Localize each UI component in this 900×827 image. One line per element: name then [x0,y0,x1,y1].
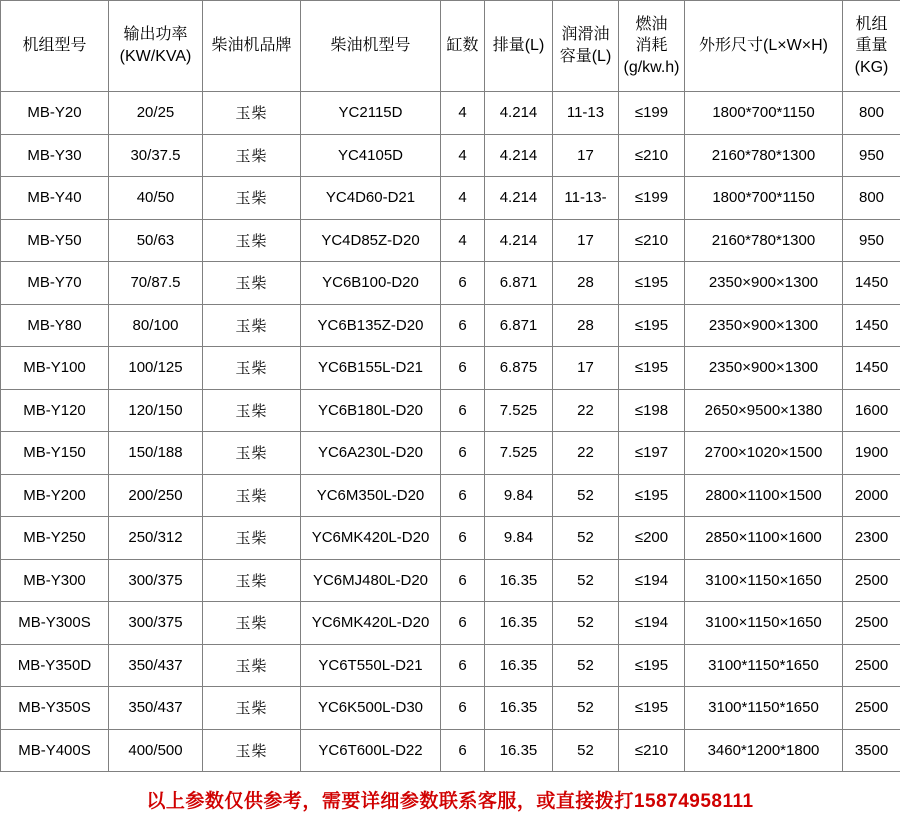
cell-r4-c2: 玉柴 [203,262,301,305]
cell-r15-c1: 400/500 [109,729,203,772]
cell-r12-c9: 2500 [843,602,900,645]
cell-r2-c8: 1800*700*1150 [685,177,843,220]
cell-r7-c5: 7.525 [485,389,553,432]
cell-r9-c8: 2800×1100×1500 [685,474,843,517]
cell-r15-c3: YC6T600L-D22 [301,729,441,772]
cell-r7-c0: MB-Y120 [1,389,109,432]
cell-r9-c6: 52 [553,474,619,517]
cell-r8-c4: 6 [441,432,485,475]
cell-r12-c8: 3100×1150×1650 [685,602,843,645]
column-header-2 [203,1,301,92]
cell-r0-c2: 玉柴 [203,92,301,135]
column-header-line: 外形尺寸(L×W×H) [686,35,841,57]
cell-r14-c2: 玉柴 [203,687,301,730]
table-row [1,92,900,135]
cell-r11-c7: ≤194 [619,559,685,602]
cell-r2-c6: 11-13- [553,177,619,220]
cell-r8-c0: MB-Y150 [1,432,109,475]
cell-r3-c0: MB-Y50 [1,219,109,262]
cell-r6-c7: ≤195 [619,347,685,390]
cell-r3-c9: 950 [843,219,900,262]
cell-r11-c8: 3100×1150×1650 [685,559,843,602]
column-header-4 [441,1,485,92]
cell-r0-c9: 800 [843,92,900,135]
column-header-line: 重量 [844,35,899,57]
cell-r0-c8: 1800*700*1150 [685,92,843,135]
cell-r13-c2: 玉柴 [203,644,301,687]
cell-r12-c5: 16.35 [485,602,553,645]
cell-r5-c0: MB-Y80 [1,304,109,347]
cell-r9-c2: 玉柴 [203,474,301,517]
cell-r5-c3: YC6B135Z-D20 [301,304,441,347]
table-row [1,134,900,177]
cell-r15-c4: 6 [441,729,485,772]
cell-r6-c4: 6 [441,347,485,390]
table-row [1,347,900,390]
cell-r7-c4: 6 [441,389,485,432]
cell-r15-c7: ≤210 [619,729,685,772]
cell-r12-c3: YC6MK420L-D20 [301,602,441,645]
cell-r9-c4: 6 [441,474,485,517]
column-header-7 [619,1,685,92]
cell-r1-c9: 950 [843,134,900,177]
column-header-3 [301,1,441,92]
cell-r0-c1: 20/25 [109,92,203,135]
cell-r6-c3: YC6B155L-D21 [301,347,441,390]
column-header-line: 消耗 [620,35,683,57]
column-header-line: (KG) [844,57,899,79]
cell-r13-c8: 3100*1150*1650 [685,644,843,687]
cell-r2-c7: ≤199 [619,177,685,220]
cell-r4-c0: MB-Y70 [1,262,109,305]
cell-r14-c0: MB-Y350S [1,687,109,730]
column-header-line: 燃油 [620,14,683,36]
cell-r5-c8: 2350×900×1300 [685,304,843,347]
cell-r15-c9: 3500 [843,729,900,772]
table-row [1,219,900,262]
column-header-line: 容量(L) [554,46,617,68]
table-row [1,304,900,347]
column-header-line: 机组型号 [2,35,107,57]
cell-r0-c0: MB-Y20 [1,92,109,135]
cell-r8-c5: 7.525 [485,432,553,475]
cell-r1-c5: 4.214 [485,134,553,177]
cell-r8-c9: 1900 [843,432,900,475]
table-body [1,92,900,772]
cell-r6-c5: 6.875 [485,347,553,390]
cell-r15-c6: 52 [553,729,619,772]
cell-r9-c7: ≤195 [619,474,685,517]
cell-r10-c0: MB-Y250 [1,517,109,560]
cell-r8-c8: 2700×1020×1500 [685,432,843,475]
cell-r1-c8: 2160*780*1300 [685,134,843,177]
cell-r9-c3: YC6M350L-D20 [301,474,441,517]
cell-r5-c6: 28 [553,304,619,347]
cell-r4-c8: 2350×900×1300 [685,262,843,305]
cell-r7-c9: 1600 [843,389,900,432]
cell-r6-c9: 1450 [843,347,900,390]
cell-r1-c6: 17 [553,134,619,177]
cell-r11-c9: 2500 [843,559,900,602]
cell-r10-c9: 2300 [843,517,900,560]
cell-r4-c9: 1450 [843,262,900,305]
cell-r0-c3: YC2115D [301,92,441,135]
cell-r14-c4: 6 [441,687,485,730]
cell-r4-c3: YC6B100-D20 [301,262,441,305]
cell-r1-c0: MB-Y30 [1,134,109,177]
cell-r11-c2: 玉柴 [203,559,301,602]
table-header [1,1,900,92]
cell-r2-c1: 40/50 [109,177,203,220]
table-row [1,687,900,730]
cell-r13-c0: MB-Y350D [1,644,109,687]
cell-r10-c2: 玉柴 [203,517,301,560]
cell-r13-c9: 2500 [843,644,900,687]
cell-r9-c1: 200/250 [109,474,203,517]
cell-r4-c4: 6 [441,262,485,305]
cell-r3-c1: 50/63 [109,219,203,262]
cell-r7-c6: 22 [553,389,619,432]
column-header-1 [109,1,203,92]
cell-r14-c1: 350/437 [109,687,203,730]
cell-r7-c1: 120/150 [109,389,203,432]
table-row [1,262,900,305]
cell-r15-c2: 玉柴 [203,729,301,772]
cell-r0-c4: 4 [441,92,485,135]
column-header-5 [485,1,553,92]
cell-r14-c3: YC6K500L-D30 [301,687,441,730]
table-row [1,729,900,772]
cell-r12-c4: 6 [441,602,485,645]
cell-r6-c8: 2350×900×1300 [685,347,843,390]
cell-r2-c9: 800 [843,177,900,220]
cell-r9-c9: 2000 [843,474,900,517]
cell-r13-c5: 16.35 [485,644,553,687]
cell-r3-c4: 4 [441,219,485,262]
cell-r0-c5: 4.214 [485,92,553,135]
column-header-line: 润滑油 [554,24,617,46]
table-row [1,474,900,517]
cell-r2-c3: YC4D60-D21 [301,177,441,220]
cell-r2-c5: 4.214 [485,177,553,220]
cell-r8-c6: 22 [553,432,619,475]
cell-r10-c4: 6 [441,517,485,560]
cell-r10-c6: 52 [553,517,619,560]
cell-r12-c1: 300/375 [109,602,203,645]
cell-r7-c7: ≤198 [619,389,685,432]
column-header-line: (KW/KVA) [110,46,201,68]
cell-r11-c6: 52 [553,559,619,602]
cell-r5-c7: ≤195 [619,304,685,347]
cell-r1-c3: YC4105D [301,134,441,177]
column-header-0 [1,1,109,92]
cell-r7-c2: 玉柴 [203,389,301,432]
cell-r0-c7: ≤199 [619,92,685,135]
table-row [1,517,900,560]
cell-r8-c7: ≤197 [619,432,685,475]
table-row [1,177,900,220]
column-header-line: 柴油机型号 [302,35,439,57]
cell-r3-c8: 2160*780*1300 [685,219,843,262]
cell-r8-c2: 玉柴 [203,432,301,475]
cell-r6-c2: 玉柴 [203,347,301,390]
cell-r4-c6: 28 [553,262,619,305]
cell-r10-c8: 2850×1100×1600 [685,517,843,560]
cell-r14-c7: ≤195 [619,687,685,730]
cell-r15-c5: 16.35 [485,729,553,772]
cell-r13-c4: 6 [441,644,485,687]
table-row [1,389,900,432]
table-row [1,432,900,475]
cell-r3-c5: 4.214 [485,219,553,262]
cell-r14-c9: 2500 [843,687,900,730]
cell-r15-c0: MB-Y400S [1,729,109,772]
table-row [1,559,900,602]
cell-r5-c4: 6 [441,304,485,347]
cell-r13-c3: YC6T550L-D21 [301,644,441,687]
cell-r6-c1: 100/125 [109,347,203,390]
column-header-line: 排量(L) [486,35,551,57]
cell-r14-c5: 16.35 [485,687,553,730]
cell-r11-c3: YC6MJ480L-D20 [301,559,441,602]
cell-r14-c6: 52 [553,687,619,730]
cell-r10-c7: ≤200 [619,517,685,560]
table-row [1,644,900,687]
cell-r6-c0: MB-Y100 [1,347,109,390]
cell-r1-c2: 玉柴 [203,134,301,177]
cell-r1-c7: ≤210 [619,134,685,177]
cell-r0-c6: 11-13 [553,92,619,135]
cell-r3-c7: ≤210 [619,219,685,262]
table-row [1,602,900,645]
cell-r7-c3: YC6B180L-D20 [301,389,441,432]
cell-r10-c5: 9.84 [485,517,553,560]
column-header-8 [685,1,843,92]
cell-r1-c4: 4 [441,134,485,177]
cell-r3-c2: 玉柴 [203,219,301,262]
cell-r2-c4: 4 [441,177,485,220]
cell-r12-c2: 玉柴 [203,602,301,645]
cell-r4-c1: 70/87.5 [109,262,203,305]
column-header-9 [843,1,900,92]
cell-r7-c8: 2650×9500×1380 [685,389,843,432]
cell-r11-c1: 300/375 [109,559,203,602]
cell-r2-c0: MB-Y40 [1,177,109,220]
cell-r4-c5: 6.871 [485,262,553,305]
cell-r14-c8: 3100*1150*1650 [685,687,843,730]
column-header-line: 缸数 [442,35,483,57]
cell-r12-c6: 52 [553,602,619,645]
cell-r9-c5: 9.84 [485,474,553,517]
cell-r3-c6: 17 [553,219,619,262]
cell-r9-c0: MB-Y200 [1,474,109,517]
cell-r12-c0: MB-Y300S [1,602,109,645]
cell-r15-c8: 3460*1200*1800 [685,729,843,772]
cell-r4-c7: ≤195 [619,262,685,305]
column-header-line: 柴油机品牌 [204,35,299,57]
cell-r3-c3: YC4D85Z-D20 [301,219,441,262]
cell-r13-c7: ≤195 [619,644,685,687]
cell-r11-c4: 6 [441,559,485,602]
cell-r11-c0: MB-Y300 [1,559,109,602]
cell-r12-c7: ≤194 [619,602,685,645]
cell-r8-c1: 150/188 [109,432,203,475]
cell-r13-c6: 52 [553,644,619,687]
cell-r5-c5: 6.871 [485,304,553,347]
column-header-line: 机组 [844,14,899,36]
cell-r13-c1: 350/437 [109,644,203,687]
column-header-6 [553,1,619,92]
cell-r2-c2: 玉柴 [203,177,301,220]
cell-r8-c3: YC6A230L-D20 [301,432,441,475]
cell-r11-c5: 16.35 [485,559,553,602]
cell-r10-c3: YC6MK420L-D20 [301,517,441,560]
column-header-line: (g/kw.h) [620,57,683,79]
cell-r5-c9: 1450 [843,304,900,347]
cell-r5-c1: 80/100 [109,304,203,347]
column-header-line: 输出功率 [110,24,201,46]
cell-r6-c6: 17 [553,347,619,390]
cell-r5-c2: 玉柴 [203,304,301,347]
footer-note: 以上参数仅供参考，需要详细参数联系客服，或直接拨打15874958111 [0,772,900,827]
cell-r1-c1: 30/37.5 [109,134,203,177]
cell-r10-c1: 250/312 [109,517,203,560]
header-row [1,1,900,92]
